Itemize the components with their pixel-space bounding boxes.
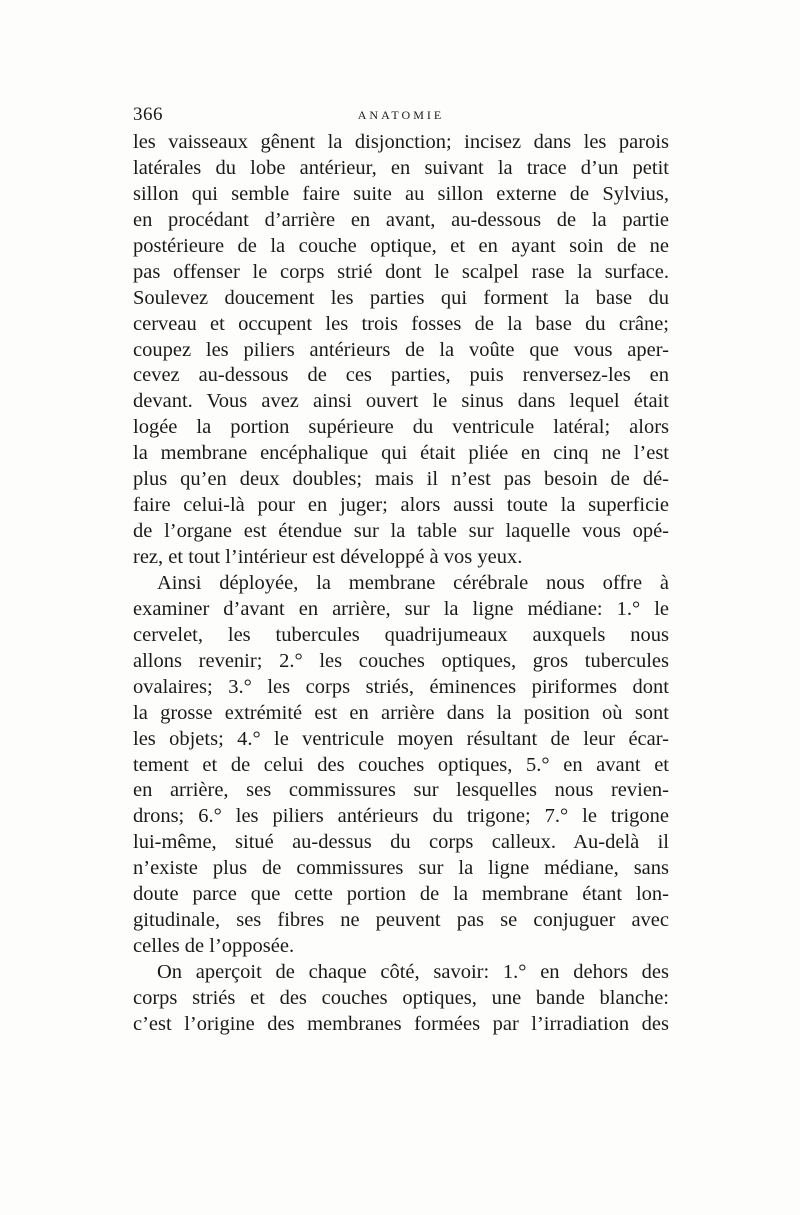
text-line: devant. Vous avez ainsi ouvert le sinus dans lequel était xyxy=(133,390,669,413)
text-line: drons; 6.° les piliers antérieurs du trigone; 7.° le trigone xyxy=(133,805,669,828)
text-line: tement et de celui des couches optiques, 5.° en avant et xyxy=(133,753,669,776)
text-line: la membrane encéphalique qui était pliée en cinq ne l’est xyxy=(133,442,669,465)
text-line: c’est l’origine des membranes formées par l’irradiation des xyxy=(133,1012,669,1035)
text-line: postérieure de la couche optique, et en ayant soin de ne xyxy=(133,234,669,257)
text-line: cerveau et occupent les trois fosses de la base du crâne; xyxy=(133,312,669,335)
text-line: rez, et tout l’intérieur est développé à vos yeux. xyxy=(133,546,523,568)
page-header xyxy=(133,104,669,126)
text-line: cervelet, les tubercules quadrijumeaux auxquels nous xyxy=(133,623,669,646)
text-line: corps striés et des couches optiques, une bande blanche: xyxy=(133,986,669,1009)
text-line: latérales du lobe antérieur, en suivant la trace d’un petit xyxy=(133,156,669,179)
text-line: en procédant d’arrière en avant, au-dessous de la partie xyxy=(133,208,669,231)
text-line: doute parce que cette portion de la membrane étant lon- xyxy=(133,883,669,906)
text-line: lui-même, situé au-dessus du corps calleux. Au-delà il xyxy=(133,831,669,854)
text-line: gitudinale, ses fibres ne peuvent pas se conjuguer avec xyxy=(133,909,669,932)
text-line: sillon qui semble faire suite au sillon externe de Sylvius, xyxy=(133,182,669,205)
text-line: On aperçoit de chaque côté, savoir: 1.° en dehors des xyxy=(157,961,669,983)
text-line: Ainsi déployée, la membrane cérébrale nous offre à xyxy=(157,571,669,594)
page-number: 366 xyxy=(133,104,163,125)
text-line: de l’organe est étendue sur la table sur laquelle vous opé- xyxy=(133,520,669,543)
text-line: en arrière, ses commissures sur lesquelles nous revien- xyxy=(133,779,669,802)
text-line: plus qu’en deux doubles; mais il n’est pas besoin de dé- xyxy=(133,468,669,491)
text-line: les objets; 4.° le ventricule moyen résultant de leur écar- xyxy=(133,727,669,750)
text-line: pas offenser le corps strié dont le scalpel rase la surface. xyxy=(133,260,669,283)
text-line: celles de l’opposée. xyxy=(133,935,295,958)
running-head: ANATOMIE xyxy=(357,108,445,122)
text-line: ovalaires; 3.° les corps striés, éminences piriformes dont xyxy=(133,675,669,698)
text-line: la grosse extrémité est en arrière dans la position où sont xyxy=(133,701,669,724)
text-line: cevez au-dessous de ces parties, puis renversez-les en xyxy=(133,364,669,387)
text-line: logée la portion supérieure du ventricule latéral; alors xyxy=(133,416,669,439)
text-line: faire celui-là pour en juger; alors aussi toute la superficie xyxy=(133,494,669,517)
text-line: n’existe plus de commissures sur la ligne médiane, sans xyxy=(133,857,669,880)
body-text xyxy=(133,130,669,1038)
text-line: allons revenir; 2.° les couches optiques, gros tubercules xyxy=(133,649,669,672)
text-line: coupez les piliers antérieurs de la voûte que vous aper- xyxy=(133,338,669,361)
text-line: Soulevez doucement les parties qui forment la base du xyxy=(133,286,669,309)
text-line: examiner d’avant en arrière, sur la ligne médiane: 1.° le xyxy=(133,597,669,620)
text-line: les vaisseaux gênent la disjonction; incisez dans les parois xyxy=(133,131,669,153)
